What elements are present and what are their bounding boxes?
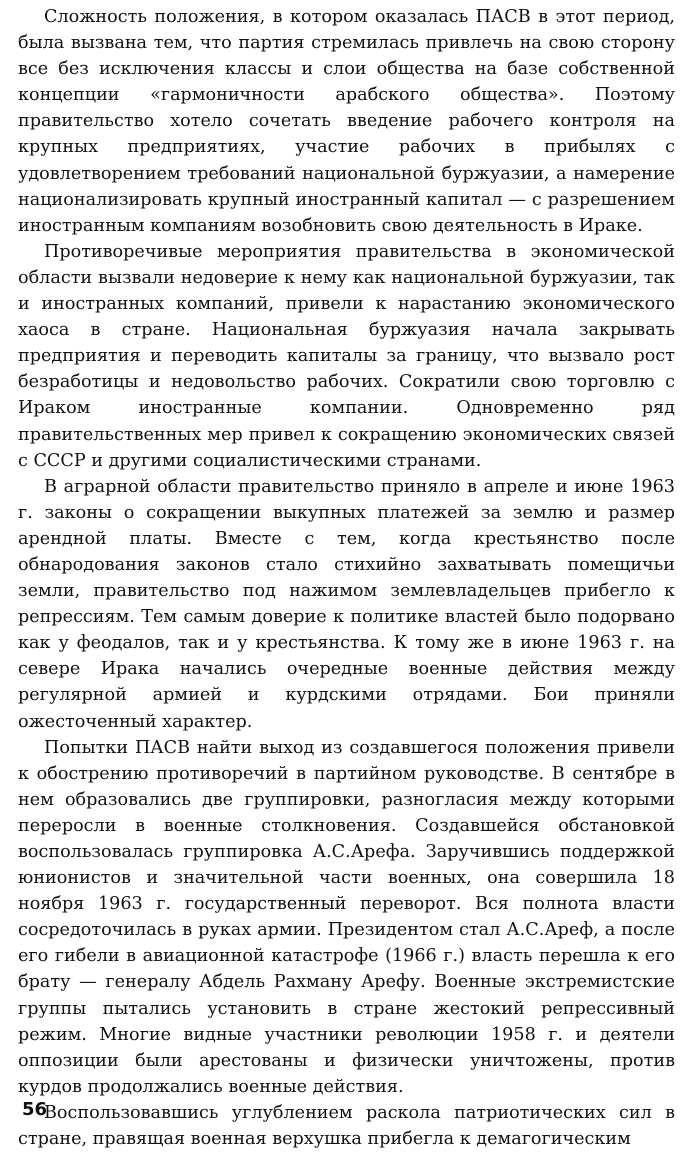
page-number: 56 — [22, 1099, 48, 1120]
paragraph-4: Попытки ПАСВ найти выход из создавшегося положения привели к обострению противоречий в партийном руководстве. В сентябре в нем образовались две группировки, разногласия между которыми переросли в военные столкновения. Создавшейся обстановкой воспользовалась группировка А.С.Арефа. Заручившись поддержкой юнионистов и значительной части военных, она совершила 18 ноября 1963 г. государственный переворот. Вся полнота власти сосредоточилась в руках армии. Президентом стал А.С.Ареф, а после его гибели в авиационной катастрофе (1966 г.) власть перешла к его брату — генералу Абдель Рахману Арефу. Военные экстремистские группы пытались установить в стране жестокий репрессивный режим. Многие видные участники революции 1958 г. и деятели оппозиции были арестованы и физически уничтожены, против курдов продолжались военные действия. — [18, 737, 675, 1097]
paragraph-5: Воспользовавшись углублением раскола патриотических сил в стране, правящая военная верхушка прибегла к демагогическим — [18, 1102, 675, 1150]
paragraph-1: Сложность положения, в котором оказалась ПАСВ в этот период, была вызвана тем, что партия стремилась привлечь на свою сторону все без исключения классы и слои общества на базе собственной концепции «гармоничности арабского общества». Поэтому правительство хотело сочетать введение рабочего контроля на крупных предприятиях, участие рабочих в прибылях с удовлетворением требований национальной буржуазии, а намерение национализировать крупный иностранный капитал — с разрешением иностранным компаниям возобновить свою деятельность в Ираке. — [18, 7, 675, 236]
book-page-text — [18, 4, 675, 1152]
paragraph-3: В аграрной области правительство приняло в апреле и июне 1963 г. законы о сокращении выкупных платежей за землю и размер арендной платы. Вместе с тем, когда крестьянство после обнародования законов стало стихийно захватывать помещичьи земли, правительство под нажимом землевладельцев прибегло к репрессиям. Тем самым доверие к политике властей было подорвано как у феодалов, так и у крестьянства. К тому же в июне 1963 г. на севере Ирака начались очередные военные действия между регулярной армией и курдскими отрядами. Бои приняли ожесточенный характер. — [18, 476, 675, 732]
paragraph-2: Противоречивые мероприятия правительства в экономической области вызвали недоверие к нему как национальной буржуазии, так и иностранных компаний, привели к нарастанию экономического хаоса в стране. Национальная буржуазия начала закрывать предприятия и переводить капиталы за границу, что вызвало рост безработицы и недовольство рабочих. Сократили свою торговлю с Ираком иностранные компании. Одновременно ряд правительственных мер привел к сокращению экономических связей с СССР и другими социалистическими странами. — [18, 241, 675, 471]
